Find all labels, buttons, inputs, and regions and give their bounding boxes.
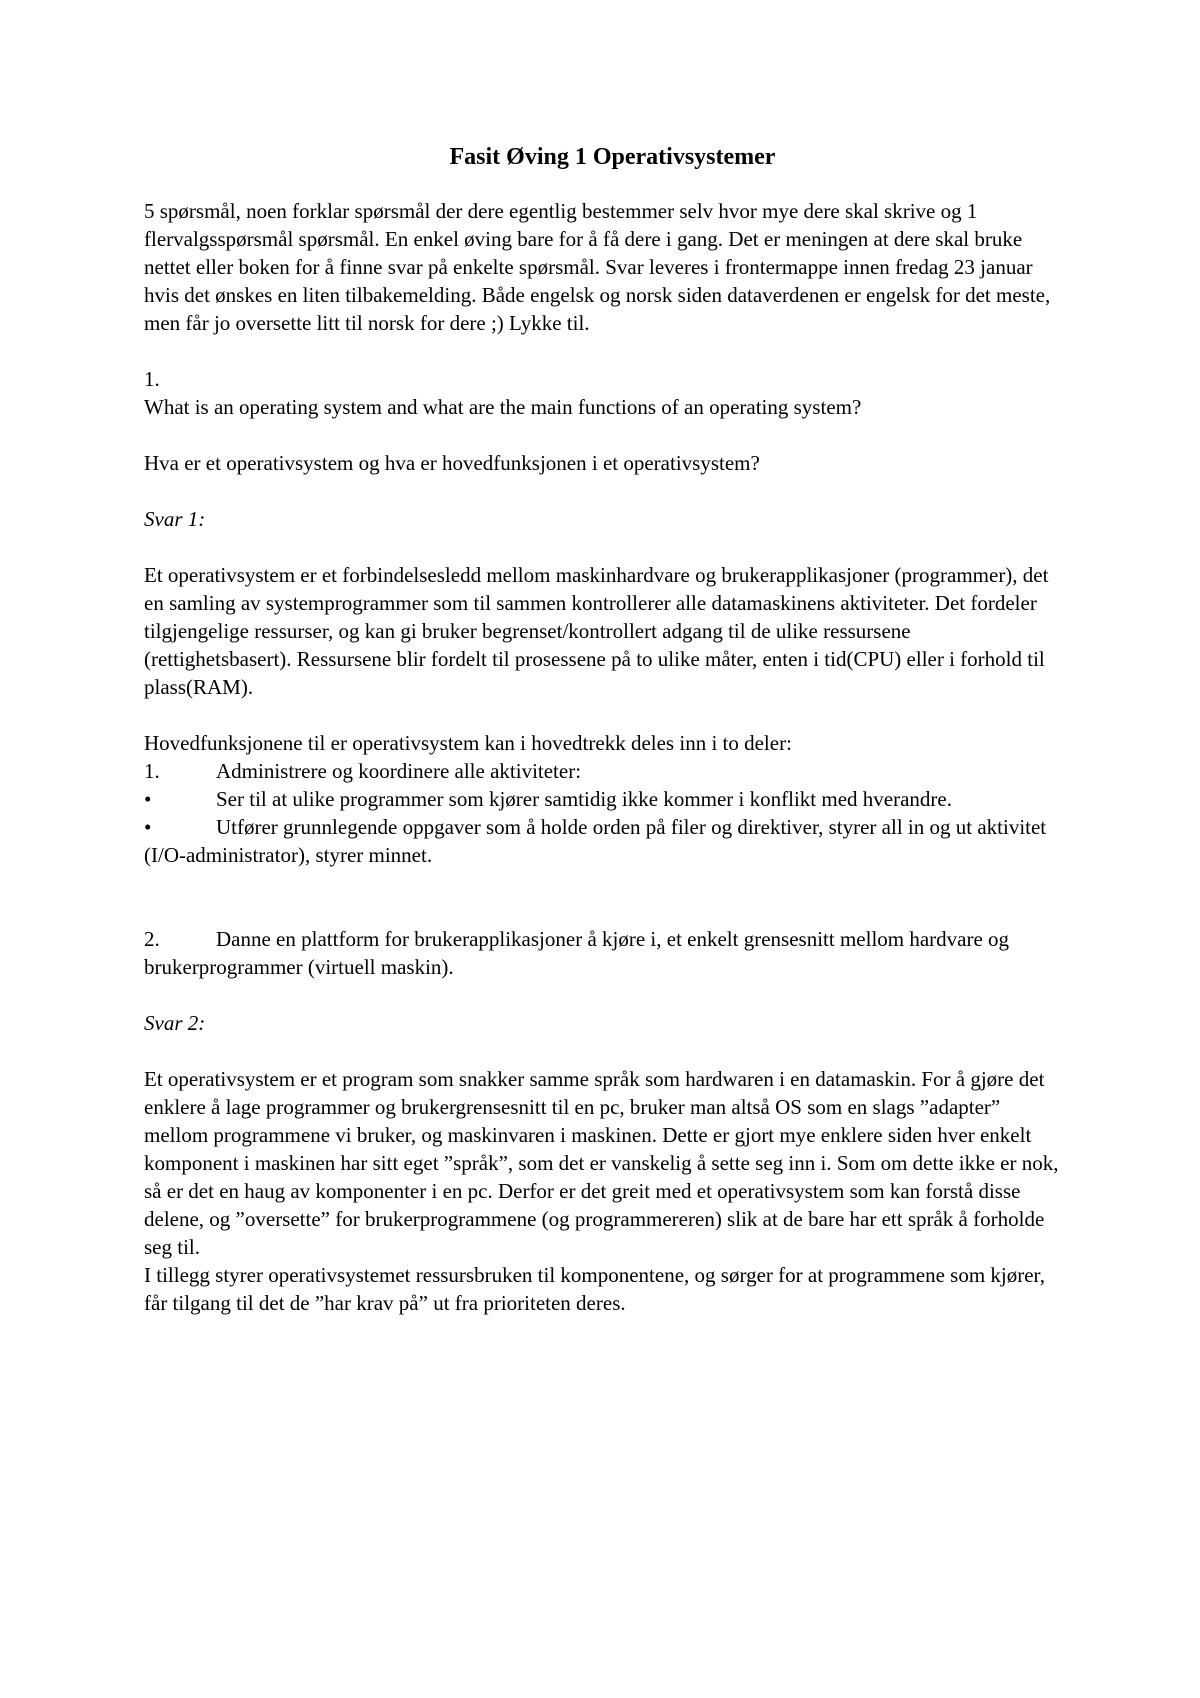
answer-1-paragraph: Et operativsystem er et forbindelsesledd mellom maskinhardvare og brukerapplikasjoner (programmer), det en samling av systemprogrammer som til sammen kontrollerer alle datamaskinens aktiviteter. Det fordeler tilgjengelige ressurser, og kan gi bruker begrenset/kontrollert adgang til de ulike ressursene (rettighetsbasert). Ressursene blir fordelt til prosessene på to ulike måter, enten i tid(CPU) eller i forhold til plass(RAM). <box>144 563 1049 699</box>
answer-2-paragraph: Et operativsystem er et program som snakker samme språk som hardwaren i en datamaskin. For å gjøre det enklere å lage programmer og brukergrensesnitt til en pc, bruker man altså OS som en slags ”adapter” mellom programmene vi bruker, og maskinvaren i maskinen. Dette er gjort mye enklere siden hver enkelt komponent i maskinen har sitt eget ”språk”, som det er vanskelig å sette seg inn i. Som om dette ikke er nok, så er det en haug av komponenter i en pc. Derfor er det greit med et operativsystem som kan forstå disse delene, og ”oversette” for brukerprogrammene (og programmereren) slik at de bare har ett språk å forholde seg til. <box>144 1067 1059 1259</box>
document-title: Fasit Øving 1 Operativsystemer <box>449 144 776 170</box>
spacer <box>144 981 1059 1009</box>
answer-2-label: Svar 2: <box>144 1011 206 1035</box>
list-item-1 <box>144 757 1059 785</box>
spacer <box>144 421 1059 449</box>
document-body <box>144 142 1059 1317</box>
list-item-1-marker: 1. <box>144 759 160 783</box>
spacer <box>144 477 1059 505</box>
spacer <box>144 533 1059 561</box>
spacer <box>144 869 1059 925</box>
bullet-item-2 <box>144 813 1059 869</box>
bullet-marker: • <box>144 787 152 811</box>
spacer <box>144 1037 1059 1065</box>
question-1-english: What is an operating system and what are the main functions of an operating system? <box>144 395 862 419</box>
question-1-norwegian: Hva er et operativsystem og hva er hovedfunksjonen i et operativsystem? <box>144 451 760 475</box>
answer-1-label: Svar 1: <box>144 507 206 531</box>
intro-paragraph: 5 spørsmål, noen forklar spørsmål der dere egentlig bestemmer selv hvor mye dere skal skrive og 1 flervalgsspørsmål spørsmål. En enkel øving bare for å få dere i gang. Det er meningen at dere skal bruke nettet eller boken for å finne svar på enkelte spørsmål. Svar leveres i frontermappe innen fredag 23 januar hvis det ønskes en liten tilbakemelding. Både engelsk og norsk siden dataverdenen er engelsk for det meste, men får jo oversette litt til norsk for dere ;) Lykke til. <box>144 199 1051 335</box>
bullet-item-2-text: Utfører grunnlegende oppgaver som å holde orden på filer og direktiver, styrer all in og ut aktivitet (I/O-administrator), styrer minnet. <box>144 815 1047 867</box>
spacer <box>144 337 1059 365</box>
list-item-1-text: Administrere og koordinere alle aktiviteter: <box>216 759 582 783</box>
main-functions-intro: Hovedfunksjonene til er operativsystem kan i hovedtrekk deles inn i to deler: <box>144 731 792 755</box>
bullet-marker: • <box>144 815 152 839</box>
list-item-2-text: Danne en plattform for brukerapplikasjoner å kjøre i, et enkelt grensesnitt mellom hardvare og brukerprogrammer (virtuell maskin). <box>144 927 1010 979</box>
bullet-item-1-text: Ser til at ulike programmer som kjører samtidig ikke kommer i konflikt med hverandre. <box>216 787 952 811</box>
list-item-2-marker: 2. <box>144 927 160 951</box>
answer-2-paragraph-continued: I tillegg styrer operativsystemet ressursbruken til komponentene, og sørger for at programmene som kjører, får tilgang til det de ”har krav på” ut fra prioriteten deres. <box>144 1263 1045 1315</box>
question-1-number: 1. <box>144 367 160 391</box>
spacer <box>144 701 1059 729</box>
list-item-2 <box>144 925 1059 981</box>
bullet-item-1 <box>144 785 1059 813</box>
